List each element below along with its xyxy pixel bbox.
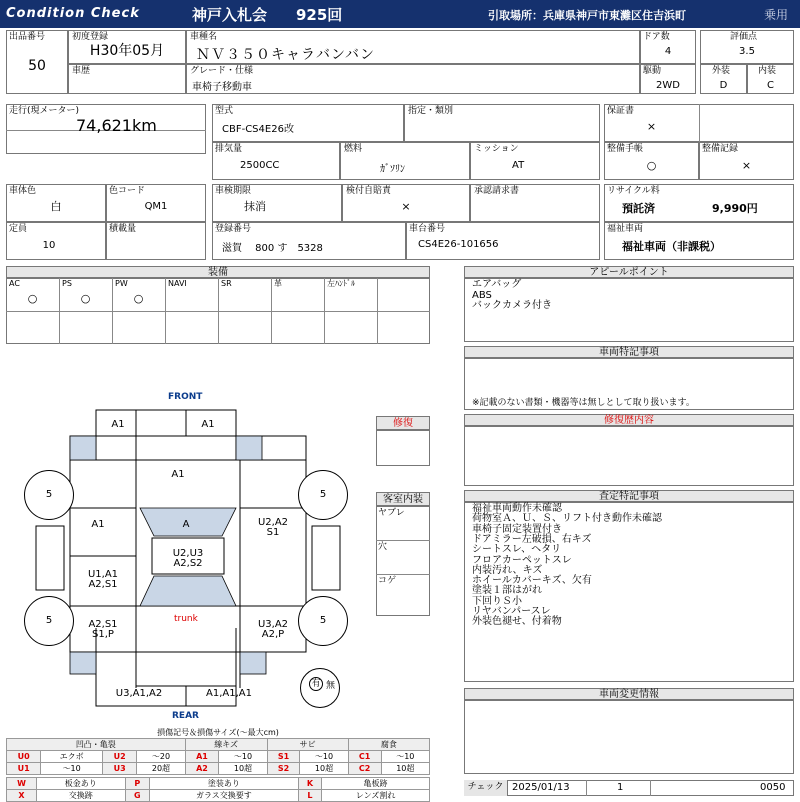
inspector-line: シートスレ、ヘタリ — [472, 544, 562, 556]
damage-mark-windshield: A — [182, 519, 190, 530]
inspector-line: 下回りＳ小 — [472, 595, 522, 607]
legend-code: L — [298, 790, 321, 802]
equipment-title: 装備 — [6, 266, 430, 278]
score: 3.5 — [739, 46, 755, 57]
record-label: 整備記録 — [702, 144, 739, 154]
displacement: 2500CC — [240, 160, 280, 171]
inspector-line: 車椅子固定装置付き — [472, 523, 562, 535]
plate-label: 登録番号 — [215, 224, 252, 234]
damage-mark-r-fender: U2,A2 S1 — [257, 517, 289, 538]
interior-title: 客室内装 — [376, 492, 430, 506]
front-label: FRONT — [168, 392, 203, 402]
recycle-fee: 9,990円 — [712, 202, 758, 215]
legend-desc: エクボ — [41, 751, 103, 763]
legend-code: U3 — [102, 763, 136, 775]
repair-history-title: 修復歴内容 — [464, 414, 794, 426]
legend-code: C2 — [348, 763, 381, 775]
legend-desc: 交換跡 — [36, 790, 125, 802]
inspector-line: リヤバンパースレ — [472, 606, 551, 617]
legend-code: W — [7, 778, 37, 790]
welfare-label: 福祉車両 — [607, 224, 644, 234]
legend-desc: 10超 — [381, 763, 429, 775]
int-grade: C — [767, 80, 774, 91]
inspector-line: 内装汚れ、キズ — [472, 564, 543, 576]
inspector-line: 外装色褪せ、付着物 — [472, 616, 562, 628]
tire-front-left-mark: 5 — [45, 489, 53, 500]
grade-box — [186, 64, 640, 94]
body-color: 白 — [50, 200, 62, 213]
special-note: ※記載のない書類・機器等は無しとして取り扱います。 — [472, 398, 695, 408]
check-count: 1 — [617, 782, 624, 793]
tire-rear-left-mark: 5 — [45, 615, 53, 626]
model-label: 型式 — [215, 106, 234, 116]
changes-box — [464, 700, 794, 774]
legend-desc: 〜20 — [137, 751, 185, 763]
appeal-title: アピールポイント — [464, 266, 794, 278]
plate: 滋賀 800 す 5328 — [222, 243, 323, 254]
check-date: 2025/01/13 — [512, 782, 570, 793]
legend-group-rust: サビ — [267, 739, 348, 751]
reg-label: 初度登録 — [72, 32, 109, 42]
damage-mark-r-rear: U3,A2 A2,P — [257, 619, 289, 640]
damage-mark-hood: A1 — [171, 469, 185, 480]
interior-box — [376, 506, 430, 616]
grade-label: グレード・仕様 — [190, 66, 254, 76]
legend-desc: ガラス交換要す — [149, 790, 298, 802]
ext-grade: D — [719, 80, 728, 91]
designation-label: 指定・類別 — [408, 106, 454, 116]
damage-mark-front-r: A1 — [201, 419, 215, 430]
inspection-label: 車検期限 — [215, 186, 252, 196]
drive-label: 駆動 — [643, 66, 662, 76]
doors-label: ドア数 — [643, 32, 670, 42]
equipment-label: PS — [62, 279, 72, 288]
equipment-label: 革 — [274, 279, 282, 288]
chassis: CS4E26-101656 — [418, 239, 499, 250]
lot-label: 出品番号 — [9, 32, 46, 42]
warranty-label: 保証書 — [607, 106, 635, 116]
capacity-label: 定員 — [9, 224, 28, 234]
check-code: 0050 — [760, 782, 786, 793]
int-label: 内装 — [758, 66, 777, 76]
inspector-line: 荷物室Ａ、Ｕ、Ｓ、リフト付き動作未確認 — [472, 513, 662, 525]
color-label: 車体色 — [9, 186, 37, 196]
model: CBF-CS4E26改 — [222, 124, 294, 135]
recycle-status: 預託済 — [622, 202, 655, 215]
fuel: ｶﾞｿﾘﾝ — [380, 164, 405, 175]
maint-label: 整備手帳 — [607, 144, 644, 154]
legend-desc: 亀板跡 — [322, 778, 430, 790]
legend-desc: 〜10 — [300, 751, 348, 763]
first-registration: H30年05月 — [89, 43, 165, 59]
rear-label: REAR — [172, 711, 199, 721]
legend-desc: レンズ割れ — [322, 790, 430, 802]
damage-mark-l-rear: A2,S1 S1,P — [88, 619, 118, 640]
legend-code: U0 — [7, 751, 41, 763]
inspector-title: 査定特記事項 — [464, 490, 794, 502]
equipment-label: NAVI — [168, 279, 187, 288]
inspector-line: フロアカーペットスレ — [472, 554, 572, 566]
legend-code: S2 — [267, 763, 300, 775]
legend-desc: 〜10 — [219, 751, 267, 763]
mission-label: ミッション — [474, 144, 519, 154]
damage-legend — [6, 728, 430, 802]
damage-mark-l-fender: A1 — [91, 519, 105, 530]
equipment-mark: ○ — [80, 292, 91, 305]
header-bar — [0, 0, 800, 28]
lot-number: 50 — [28, 58, 46, 74]
legend-code: A2 — [185, 763, 219, 775]
repair-title: 修復 — [376, 416, 430, 430]
grade: 車椅子移動車 — [192, 82, 252, 93]
inspector-line: 塗装１部はがれ — [472, 585, 542, 597]
damage-mark-roof: U2,U3 A2,S2 — [172, 548, 204, 569]
tire-front-right-mark: 5 — [319, 489, 327, 500]
legend-code: U2 — [102, 751, 136, 763]
legend-desc: 板金あり — [36, 778, 125, 790]
equipment-label: 左ﾊﾝﾄﾞﾙ — [327, 279, 355, 288]
liability-label: 検付自賠責 — [346, 186, 392, 196]
special-title: 車両特記事項 — [464, 346, 794, 358]
legend-desc: 10超 — [300, 763, 348, 775]
tool-yes-icon: 有 — [309, 677, 323, 691]
legend-desc: 10超 — [219, 763, 267, 775]
legend-desc: 〜10 — [381, 751, 429, 763]
tool-none: 無 — [326, 681, 336, 691]
trunk-label: trunk — [174, 614, 198, 624]
capacity: 10 — [42, 240, 56, 251]
inspection: 抹消 — [244, 200, 266, 213]
pickup-location: 引取場所：兵庫県神戸市東灘区住吉浜町 — [488, 9, 686, 22]
interior-tear: ヤブレ — [378, 508, 405, 518]
fuel-label: 燃料 — [344, 144, 363, 154]
legend-desc: 〜10 — [41, 763, 103, 775]
chassis-label: 車台番号 — [409, 224, 446, 234]
ext-label: 外装 — [712, 66, 731, 76]
equipment-mark: ○ — [27, 292, 38, 305]
load-label: 積載量 — [109, 224, 137, 234]
auction-round: 925回 — [296, 6, 343, 24]
history-label: 車歴 — [72, 66, 91, 76]
legend-code: X — [7, 790, 37, 802]
inspector-line: ホイールカバーキズ、欠有 — [472, 575, 592, 587]
score-label: 評価点 — [730, 32, 758, 42]
appeal-line: ABS — [472, 290, 492, 301]
drive: 2WD — [656, 80, 680, 91]
legend-group-dent: 凹凸・亀裂 — [7, 739, 186, 751]
warranty: × — [646, 120, 657, 133]
equipment-label: AC — [9, 279, 20, 288]
damage-mark-front-l: A1 — [111, 419, 125, 430]
car-name: ＮＶ３５０キャラバンバン — [196, 47, 376, 63]
legend-code: P — [125, 778, 149, 790]
damage-mark-rear-l: U3,A1,A2 — [115, 688, 163, 699]
changes-title: 車両変更情報 — [464, 688, 794, 700]
legend-desc: 塗装あり — [149, 778, 298, 790]
recycle-label: リサイクル料 — [607, 186, 660, 196]
displacement-label: 排気量 — [215, 144, 243, 154]
check-label: チェック — [464, 780, 508, 796]
maint-book: ○ — [646, 159, 657, 172]
appeal-line: バックカメラ付き — [472, 300, 552, 311]
legend-code: K — [298, 778, 321, 790]
legend-group-scratch: 線キズ — [185, 739, 267, 751]
doc-title: Condition Check — [6, 6, 140, 21]
repair-history-box — [464, 426, 794, 486]
equipment-label: PW — [115, 279, 128, 288]
equipment-mark: ○ — [133, 292, 144, 305]
legend-code: A1 — [185, 751, 219, 763]
equipment-label: SR — [221, 279, 232, 288]
legend-code: S1 — [267, 751, 300, 763]
interior-burn: コゲ — [378, 576, 397, 586]
welfare: 福祉車両（非課税） — [622, 240, 721, 253]
doors: 4 — [664, 46, 672, 57]
liability: × — [401, 200, 411, 213]
maint-record: × — [741, 159, 752, 172]
damage-mark-l-side: U1,A1 A2,S1 — [87, 569, 119, 590]
legend-group-corrosion: 腐食 — [348, 739, 429, 751]
interior-hole: 穴 — [378, 542, 388, 552]
damage-mark-rear-r: A1,A1,A1 — [206, 688, 252, 699]
color-code-label: 色コード — [109, 186, 146, 196]
appeal-line: エアバッグ — [472, 279, 522, 290]
name-label: 車種名 — [190, 32, 218, 42]
inspector-line: 福祉車両動作未確認 — [472, 503, 562, 514]
mileage: 74,621km — [76, 116, 157, 135]
legend-code: C1 — [348, 751, 381, 763]
legend-desc: 20超 — [137, 763, 185, 775]
legend-title: 損傷記号＆損傷サイズ(〜最大cm) — [157, 728, 279, 737]
mileage-label: 走行(現メーター) — [9, 106, 80, 116]
legend-code: U1 — [7, 763, 41, 775]
legend-code: G — [125, 790, 149, 802]
vehicle-category: 乗用 — [764, 8, 789, 22]
inspector-line: ドアミラー左破損、右キズ — [472, 533, 592, 545]
mission: AT — [512, 160, 525, 171]
tire-rear-right-mark: 5 — [319, 615, 327, 626]
repair-box — [376, 430, 430, 466]
color-code: QM1 — [144, 201, 168, 212]
auction-name: 神戸入札会 — [192, 6, 268, 24]
approval-label: 承認請求書 — [474, 186, 520, 196]
